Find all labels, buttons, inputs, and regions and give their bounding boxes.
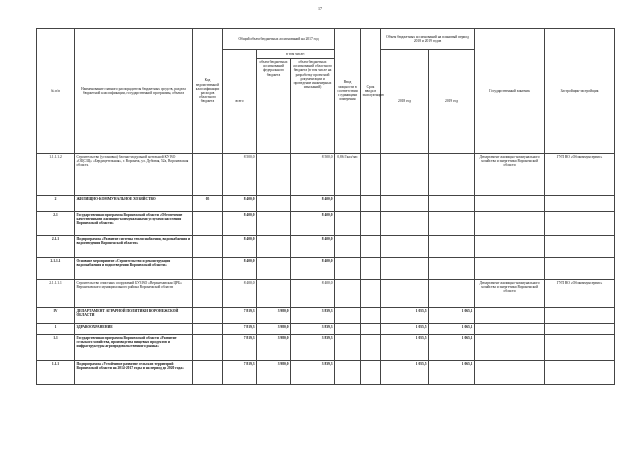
cell-dev: [545, 335, 615, 361]
cell-y19: [429, 154, 475, 196]
table-row: [37, 258, 615, 280]
cell-code: [193, 361, 223, 385]
cell-cust: [475, 236, 545, 258]
cell-reg: 3 839,3: [291, 308, 335, 324]
cell-cust: [475, 324, 545, 335]
cell-dev: [545, 361, 615, 385]
budget-table: [36, 28, 615, 385]
cell-cust: [475, 361, 545, 385]
cell-cust: [475, 196, 545, 212]
header-term: Срок ввода в эксплуатацию: [361, 29, 381, 154]
table-row: [37, 335, 615, 361]
cell-dev: [545, 236, 615, 258]
cell-num: IV: [37, 308, 75, 324]
cell-dev: ГУП ВО «Облкоммунсервис»: [545, 154, 615, 196]
cell-code: [193, 308, 223, 324]
cell-name: Основное мероприятие «Строительство и реконструкция водоснабжения и водоотведения Воронежской области»: [75, 258, 193, 280]
cell-dev: [545, 308, 615, 324]
header-reg: объем бюджетных ассигнований областного бюджета (в том числе на разработку проектной документации и проведение инженерных изысканий): [291, 59, 335, 154]
cell-num: 1: [37, 324, 75, 335]
cell-cap: [335, 308, 361, 324]
cell-num: 1.1.1.1.2: [37, 154, 75, 196]
cell-cust: Департамент жилищно-коммунального хозяйства и энергетики Воронежской области: [475, 280, 545, 308]
cell-num: 2.1.1: [37, 236, 75, 258]
cell-y18: 1 055,5: [381, 324, 429, 335]
cell-code: 05: [193, 196, 223, 212]
cell-total: 8 500,0: [223, 154, 257, 196]
cell-name: ЖИЛИЩНО-КОММУНАЛЬНОЕ ХОЗЯЙСТВО: [75, 196, 193, 212]
cell-y18: [381, 236, 429, 258]
cell-dev: [545, 324, 615, 335]
cell-code: [193, 324, 223, 335]
cell-total: 8 400,0: [223, 258, 257, 280]
cell-name: Строительство (установка) блочно-модульной котельной КУ ВО «ОЦСЗЦ» «Бердицетельная», г. Воронеж, ул. Дубовая, 52а, Воронежская область: [75, 154, 193, 196]
cell-num: 2.1.1.1: [37, 258, 75, 280]
cell-cap: [335, 361, 361, 385]
cell-cap: [335, 236, 361, 258]
cell-y18: [381, 154, 429, 196]
cell-y18: [381, 196, 429, 212]
header-incl: в том числе:: [257, 50, 335, 59]
header-total-group: Общий объем бюджетных ассигнований на 2017 год: [223, 29, 335, 50]
cell-reg: 3 839,3: [291, 335, 335, 361]
table-row: [37, 324, 615, 335]
cell-code: [193, 258, 223, 280]
table-row: [37, 308, 615, 324]
table-row: [37, 280, 615, 308]
table-row: [37, 236, 615, 258]
cell-fed: [257, 280, 291, 308]
cell-code: [193, 335, 223, 361]
cell-total: 8 400,0: [223, 236, 257, 258]
cell-cap: 0,86 Гкал/час: [335, 154, 361, 196]
cell-term: [361, 236, 381, 258]
cell-dev: ГУП ВО «Облкоммунсервис»: [545, 280, 615, 308]
cell-term: [361, 324, 381, 335]
cell-total: 7 819,3: [223, 361, 257, 385]
cell-name: Подпрограмма «Развитие системы теплоснабжения, водоснабжения и водоотведения Воронежской области»: [75, 236, 193, 258]
cell-cust: [475, 258, 545, 280]
cell-total: 7 819,3: [223, 324, 257, 335]
cell-name: Государственная программа Воронежской области «Развитие сельского хозяйства, производства пищевых продуктов и инфраструктуры агропродовольственного рынка»: [75, 335, 193, 361]
cell-code: [193, 236, 223, 258]
cell-reg: 8 400,0: [291, 212, 335, 236]
cell-cap: [335, 212, 361, 236]
cell-dev: [545, 258, 615, 280]
cell-y18: [381, 280, 429, 308]
cell-name: Строительство очистных сооружений БУЗ ВО «Верхнехавская ЦРБ» Верхнехавского муниципального района Воронежской области: [75, 280, 193, 308]
cell-term: [361, 280, 381, 308]
header-customer: Государственный заказчик: [475, 29, 545, 154]
cell-y18: [381, 258, 429, 280]
cell-cust: [475, 212, 545, 236]
header-plan-group: Объем бюджетных ассигнований на плановый период 2018 и 2019 годов: [381, 29, 475, 50]
cell-name: Подпрограмма «Устойчивое развитие сельских территорий Воронежской области на 2014-2017 годы и на период до 2020 года»: [75, 361, 193, 385]
table-row: [37, 361, 615, 385]
cell-fed: [257, 258, 291, 280]
header-2018: 2018 год: [381, 50, 429, 154]
header-num: № п/п: [37, 29, 75, 154]
cell-cap: [335, 335, 361, 361]
cell-fed: [257, 236, 291, 258]
cell-fed: 3 980,0: [257, 324, 291, 335]
cell-y19: [429, 196, 475, 212]
cell-y19: 1 065,1: [429, 335, 475, 361]
cell-name: Государственная программа Воронежской области «Обеспечение качественными жилищно-коммунальными услугами населения Воронежской области»: [75, 212, 193, 236]
cell-num: 1.1.1: [37, 361, 75, 385]
cell-reg: 3 839,3: [291, 361, 335, 385]
cell-name: ЗДРАВООХРАНЕНИЕ: [75, 324, 193, 335]
cell-y19: [429, 280, 475, 308]
cell-code: [193, 280, 223, 308]
cell-fed: [257, 196, 291, 212]
cell-y18: [381, 212, 429, 236]
cell-fed: 3 980,0: [257, 361, 291, 385]
cell-cust: [475, 335, 545, 361]
cell-dev: [545, 196, 615, 212]
cell-reg: 8 500,0: [291, 154, 335, 196]
cell-fed: [257, 154, 291, 196]
cell-cap: [335, 280, 361, 308]
table-row: [37, 196, 615, 212]
cell-y19: [429, 236, 475, 258]
cell-y19: 1 065,1: [429, 324, 475, 335]
cell-code: [193, 154, 223, 196]
cell-name: ДЕПАРТАМЕНТ АГРАРНОЙ ПОЛИТИКИ ВОРОНЕЖСКОЙ ОБЛАСТИ: [75, 308, 193, 324]
cell-dev: [545, 212, 615, 236]
cell-num: 2.1: [37, 212, 75, 236]
cell-y19: [429, 212, 475, 236]
cell-reg: 8 400,0: [291, 236, 335, 258]
header-name: Наименование главного распорядителя бюджетных средств, раздела бюджетной классификации, государственной программы, объекта: [75, 29, 193, 154]
cell-total: 7 819,3: [223, 335, 257, 361]
cell-y18: 1 055,5: [381, 308, 429, 324]
header-2019: 2019 год: [429, 50, 475, 154]
header-total: всего: [223, 50, 257, 154]
cell-total: 8 400,0: [223, 212, 257, 236]
cell-total: 7 819,3: [223, 308, 257, 324]
cell-cust: [475, 308, 545, 324]
cell-num: 2: [37, 196, 75, 212]
cell-total: 8 400,0: [223, 196, 257, 212]
cell-y18: 1 055,5: [381, 335, 429, 361]
cell-term: [361, 154, 381, 196]
header-developer: Застройщик-застройщик: [545, 29, 615, 154]
cell-cap: [335, 258, 361, 280]
cell-fed: 3 980,0: [257, 335, 291, 361]
cell-fed: 3 980,0: [257, 308, 291, 324]
header-code: Код ведомственной классификации расходов областного бюджета: [193, 29, 223, 154]
cell-num: 2.1.1.1.1: [37, 280, 75, 308]
cell-y19: [429, 258, 475, 280]
cell-reg: 8 400,0: [291, 196, 335, 212]
cell-fed: [257, 212, 291, 236]
cell-term: [361, 258, 381, 280]
cell-term: [361, 335, 381, 361]
cell-y19: 1 065,1: [429, 361, 475, 385]
cell-reg: 8 400,0: [291, 258, 335, 280]
cell-cap: [335, 196, 361, 212]
cell-y19: 1 065,1: [429, 308, 475, 324]
table-row: [37, 154, 615, 196]
cell-num: 1.1: [37, 335, 75, 361]
cell-cap: [335, 324, 361, 335]
cell-code: [193, 212, 223, 236]
cell-reg: 8 400,0: [291, 280, 335, 308]
page-number: 17: [318, 6, 322, 11]
cell-term: [361, 308, 381, 324]
cell-y18: 1 055,5: [381, 361, 429, 385]
cell-term: [361, 361, 381, 385]
cell-reg: 3 839,3: [291, 324, 335, 335]
table-row: [37, 212, 615, 236]
header-capacity: Ввод мощности в соответствии с единицами измерения: [335, 29, 361, 154]
cell-total: 8 400,0: [223, 280, 257, 308]
cell-cust: Департамент жилищно-коммунального хозяйства и энергетики Воронежской области: [475, 154, 545, 196]
header-fed: объем бюджетных ассигнований федерального бюджета: [257, 59, 291, 154]
cell-term: [361, 196, 381, 212]
cell-term: [361, 212, 381, 236]
